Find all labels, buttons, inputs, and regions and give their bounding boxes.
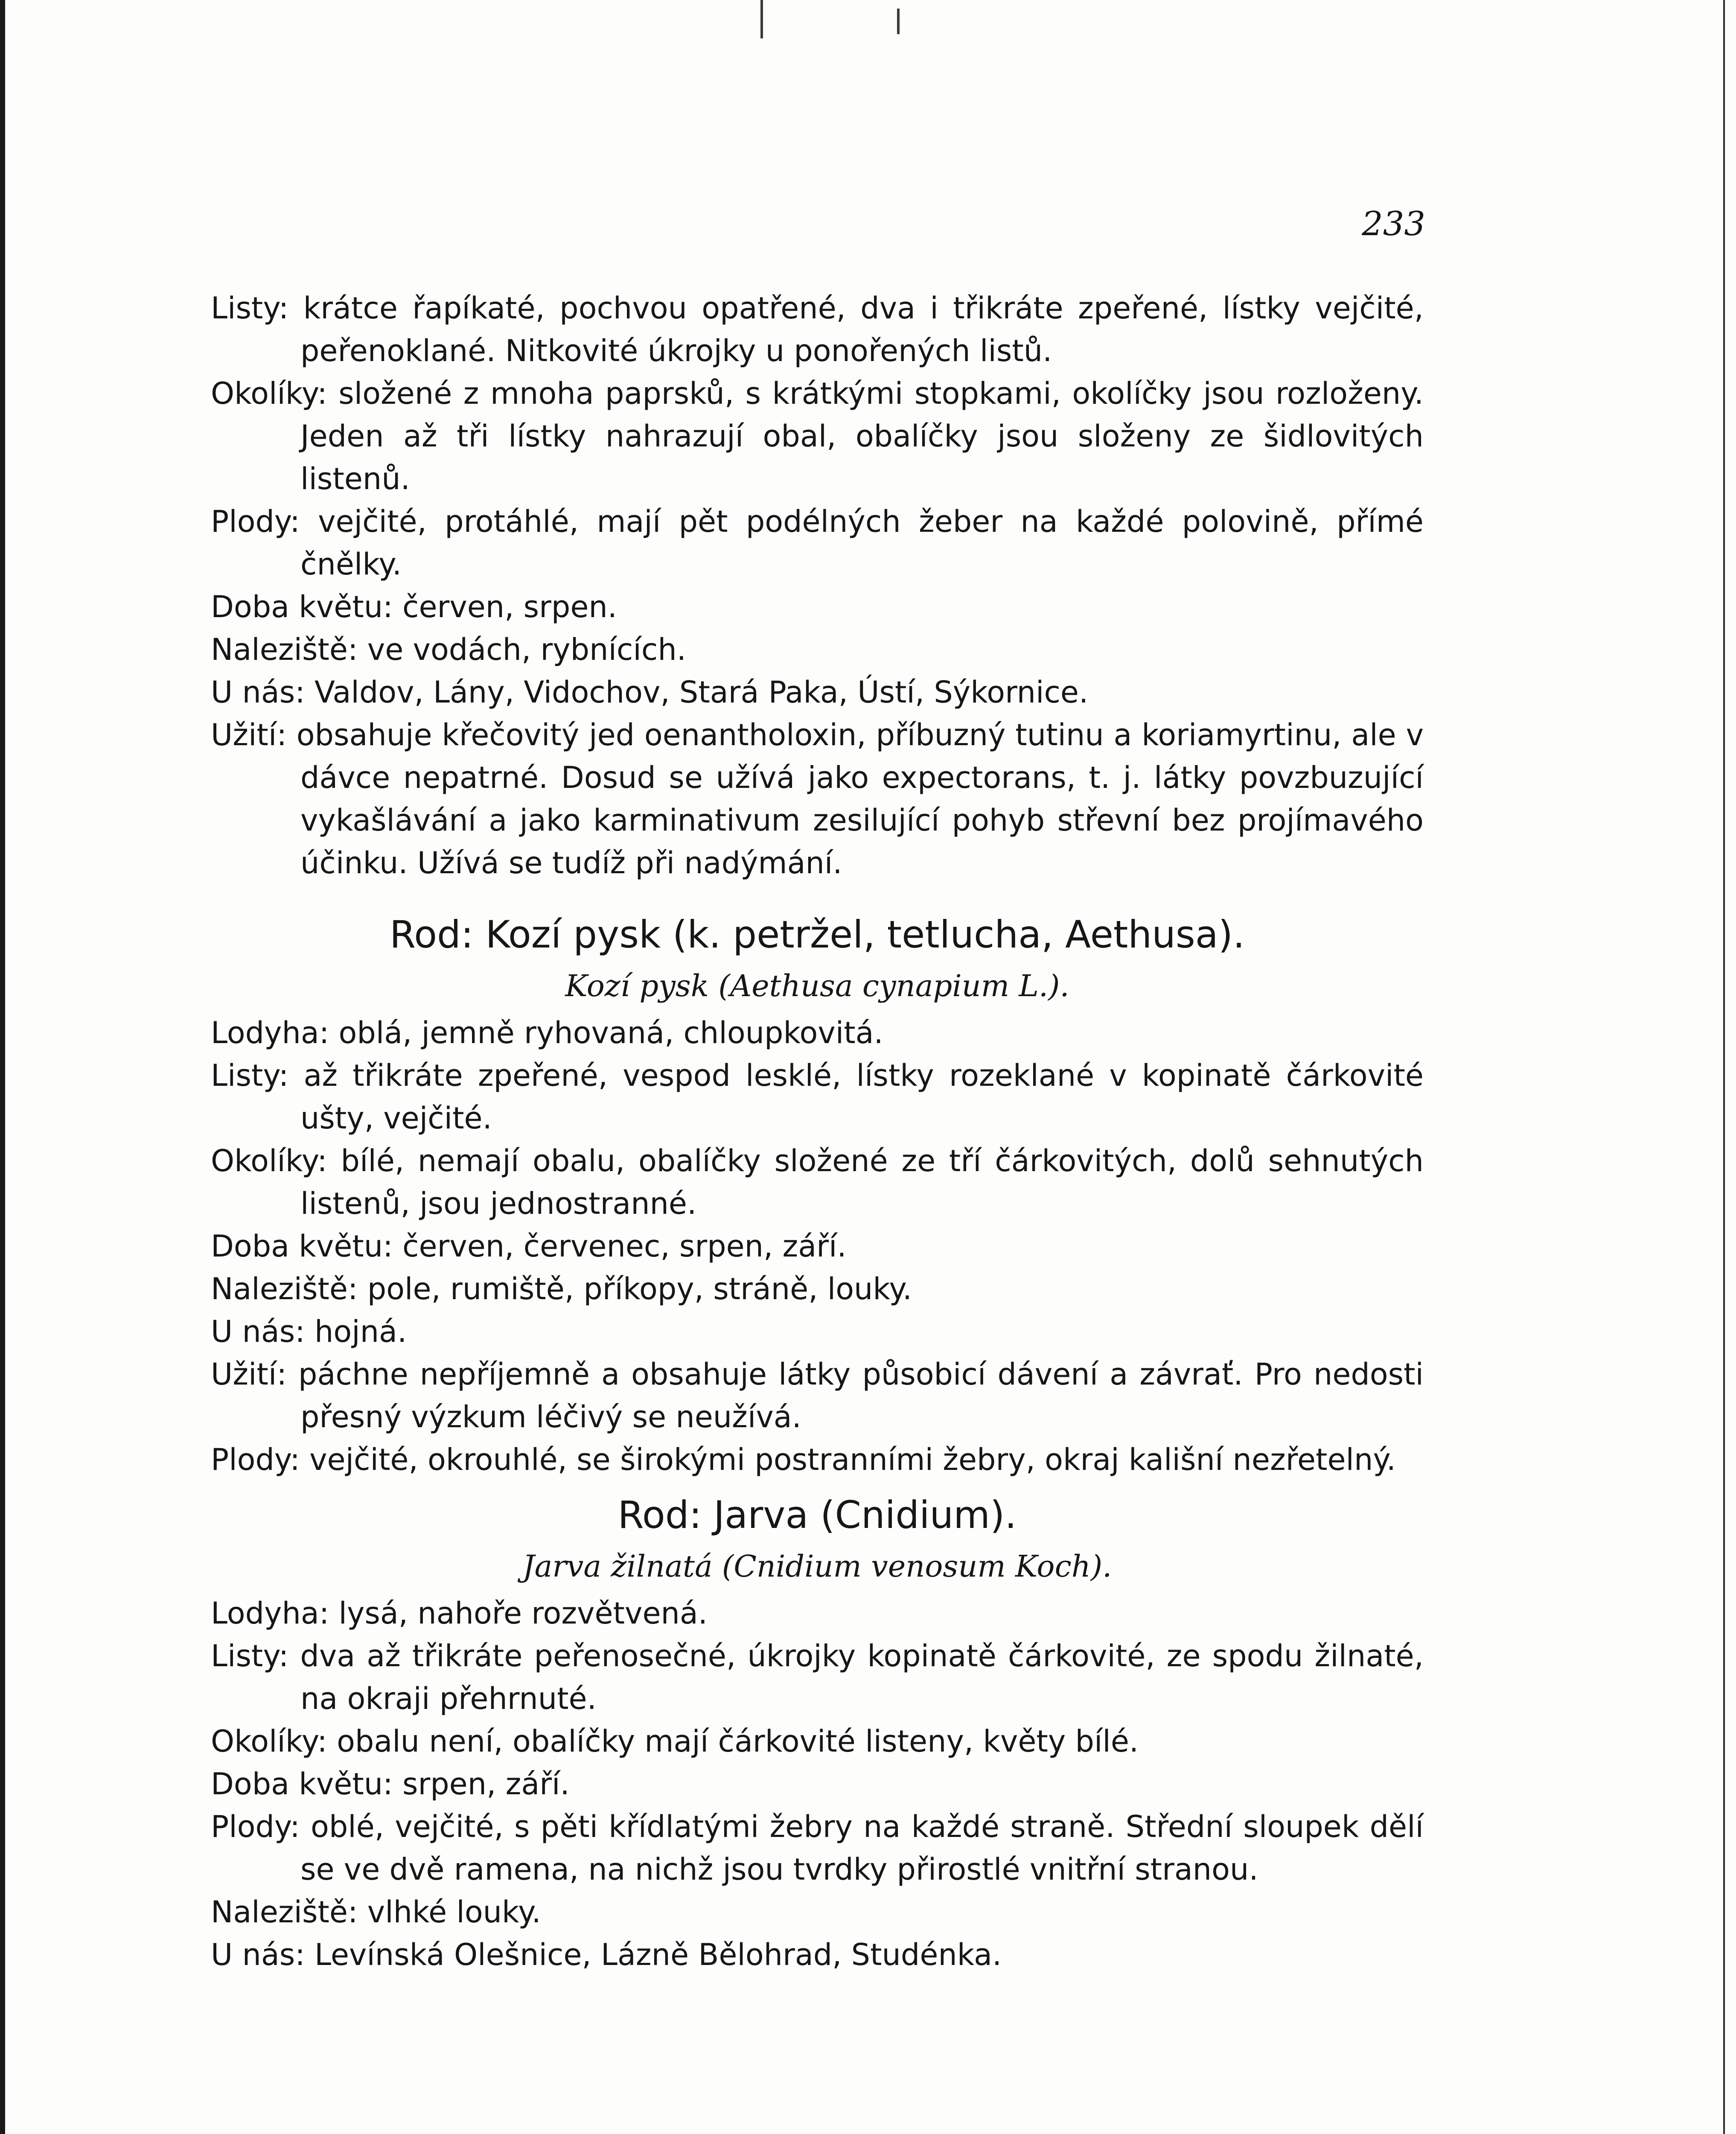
genus-heading: Rod: Jarva (Cnidium).	[618, 1493, 1017, 1537]
entry-plody: Plody: vejčité, okrouhlé, se širokými postranními žebry, okraj kališní nezřetelný.	[211, 1442, 1396, 1477]
entry-naleziste: Naleziště: vlhké louky.	[211, 1895, 541, 1930]
entry-listy: Listy: až třikráte zpeřené, vespod lesklé, lístky rozeklané v kopinatě čárkovité ušty, vejčité.	[211, 1058, 1424, 1136]
entry-listy: Listy: dva až třikráte peřenosečné, úkrojky kopinatě čárkovité, ze spodu žilnaté, na okraji přehrnuté.	[211, 1638, 1424, 1716]
section-cnidium	[211, 1490, 1424, 1976]
entry-uziti: Užití: obsahuje křečovitý jed oenantholoxin, příbuzný tutinu a koriamyrtinu, ale v dávce nepatrné. Dosud se užívá jako expectorans, t. j. látky povzbuzující vykašlávání a jako karminativum zesilující pohyb střevní bez projímavého účinku. Užívá se tudíž při nadýmání.	[211, 717, 1424, 880]
entry-doba-kvetu: Doba květu: červen, červenec, srpen, září.	[211, 1229, 847, 1264]
page-number: 233	[1362, 205, 1425, 243]
entry-uziti: Užití: páchne nepříjemně a obsahuje látky působicí dávení a závrať. Pro nedosti přesný výzkum léčivý se neužívá.	[211, 1357, 1424, 1434]
genus-heading: Rod: Kozí pysk (k. petržel, tetlucha, Aethusa).	[390, 912, 1245, 956]
scan-edge-right	[1723, 0, 1725, 2134]
species-title: Jarva žilnatá (Cnidium venosum Koch).	[522, 1549, 1112, 1584]
entry-u-nas: U nás: Levínská Olešnice, Lázně Bělohrad, Studénka.	[211, 1937, 1002, 1972]
entry-naleziste: Naleziště: ve vodách, rybnících.	[211, 632, 686, 667]
entry-u-nas: U nás: hojná.	[211, 1314, 407, 1349]
entry-okoliky: Okolíky: složené z mnoha paprsků, s krátkými stopkami, okolíčky jsou rozloženy. Jeden až tři lístky nahrazují obal, obalíčky jsou složeny ze šidlovitých listenů.	[211, 376, 1424, 496]
entry-lodyha: Lodyha: lysá, nahoře rozvětvená.	[211, 1596, 708, 1631]
scan-mark	[897, 9, 900, 34]
section-aethusa	[211, 909, 1424, 1481]
entry-plody: Plody: oblé, vejčité, s pěti křídlatými žebry na každé straně. Střední sloupek dělí se ve dvě ramena, na nichž jsou tvrdky přirostlé vnitřní stranou.	[211, 1809, 1424, 1887]
species-title: Kozí pysk (Aethusa cynapium L.).	[565, 968, 1069, 1003]
section-oenanthe	[211, 287, 1424, 884]
entry-naleziste: Naleziště: pole, rumiště, příkopy, stráně, louky.	[211, 1271, 912, 1306]
scan-edge-left	[0, 0, 5, 2134]
entry-plody: Plody: vejčité, protáhlé, mají pět podélných žeber na každé polovině, přímé čnělky.	[211, 504, 1424, 582]
entry-doba-kvetu: Doba květu: červen, srpen.	[211, 589, 618, 624]
scan-mark	[760, 0, 763, 38]
entry-lodyha: Lodyha: oblá, jemně ryhovaná, chloupkovitá.	[211, 1015, 883, 1050]
entry-doba-kvetu: Doba květu: srpen, září.	[211, 1767, 570, 1802]
entry-okoliky: Okolíky: obalu není, obalíčky mají čárkovité listeny, květy bílé.	[211, 1724, 1139, 1759]
entry-u-nas: U nás: Valdov, Lány, Vidochov, Stará Paka, Ústí, Sýkornice.	[211, 675, 1089, 710]
entry-okoliky: Okolíky: bílé, nemají obalu, obalíčky složené ze tří čárkovitých, dolů sehnutých listenů, jsou jednostranné.	[211, 1143, 1424, 1221]
entry-listy: Listy: krátce řapíkaté, pochvou opatřené, dva i třikráte zpeřené, lístky vejčité, peřenoklané. Nitkovité úkrojky u ponořených listů.	[211, 291, 1424, 368]
page-content	[211, 287, 1424, 1976]
